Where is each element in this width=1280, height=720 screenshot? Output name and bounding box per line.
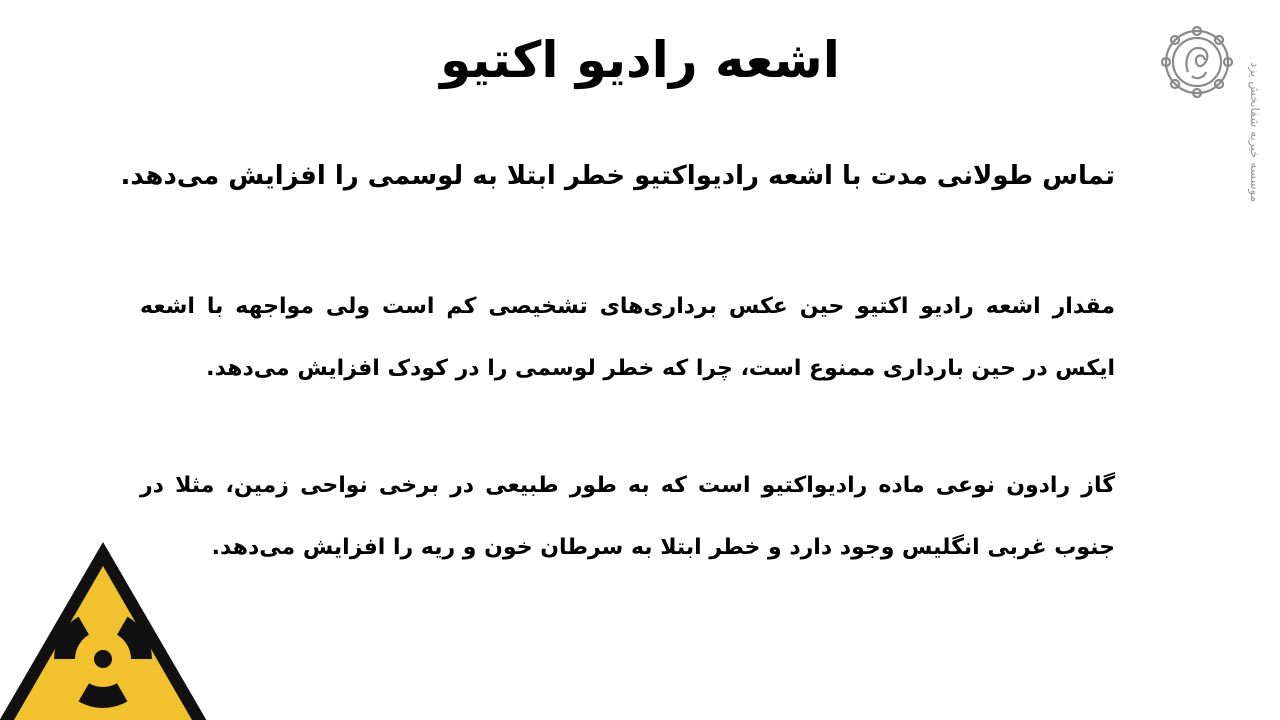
organization-name-label: موسسه خیریه شفابخش یزد	[1248, 61, 1262, 202]
paragraph-radon: گاز رادون نوعی ماده رادیواکتیو است که به طور طبیعی در برخی نواحی زمین، مثلا در جنوب غربی انگلیس وجود دارد و خطر ابتلا به سرطان خون و ریه را افزایش می‌دهد.	[140, 473, 1115, 560]
organization-logo-icon	[1158, 26, 1236, 98]
radiation-hazard-icon	[0, 538, 215, 720]
slide-title: اشعه رادیو اکتیو	[440, 31, 840, 89]
slide-subtitle: تماس طولانی مدت با اشعه رادیواکتیو خطر ابتلا به لوسمی را افزایش می‌دهد.	[120, 161, 1115, 191]
paragraph-x-ray: مقدار اشعه رادیو اکتیو حین عکس برداری‌های تشخیصی کم است ولی مواجهه با اشعه ایکس در حین بارداری ممنوع است، چرا که خطر لوسمی را در کودک افزایش می‌دهد.	[140, 294, 1115, 381]
